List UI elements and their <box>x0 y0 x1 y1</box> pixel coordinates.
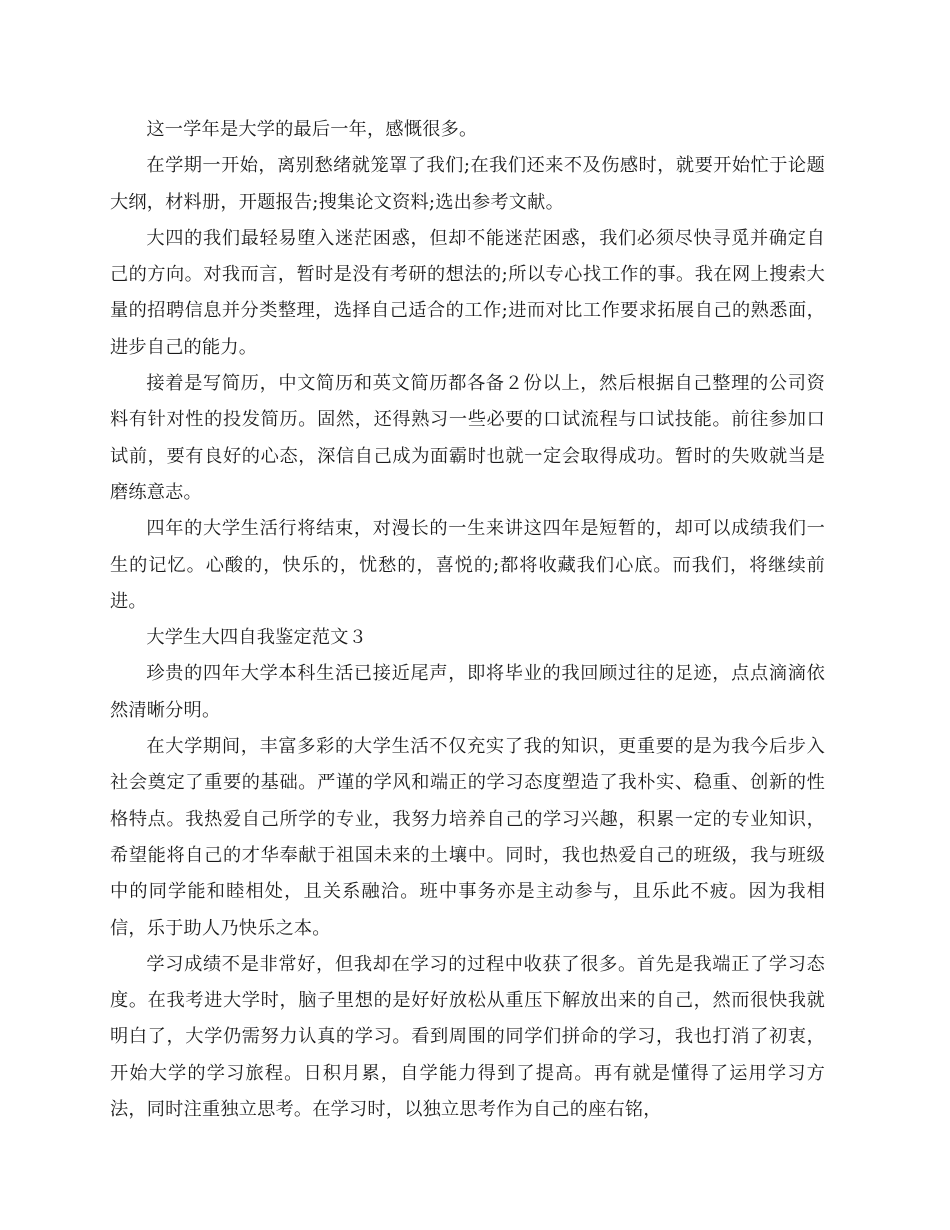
paragraph-four-years: 四年的大学生活行将结束，对漫长的一生来讲这四年是短暂的，却可以成绩我们一生的记忆。心酸的，快乐的，忧愁的，喜悦的;都将收藏我们心底。而我们，将继续前进。 <box>110 518 825 612</box>
paragraph-looking-back: 珍贵的四年大学本科生活已接近尾声，即将毕业的我回顾过往的足迹，点点滴滴依然清晰分明。 <box>110 663 825 721</box>
paragraph-direction: 大四的我们最轻易堕入迷茫困惑，但却不能迷茫困惑，我们必须尽快寻觅并确定自己的方向。对我而言，暂时是没有考研的想法的;所以专心找工作的事。我在网上搜索大量的招聘信息并分类整理，选择自己适合的工作;进而对比工作要求拓展自己的熟悉面，进步自己的能力。 <box>110 227 825 358</box>
paragraph-resume: 接着是写简历，中文简历和英文简历都各备２份以上，然后根据自己整理的公司资料有针对性的投发简历。固然，还得熟习一些必要的口试流程与口试技能。前往参加口试前，要有良好的心态，深信自己成为面霸时也就一定会取得成功。暂时的失败就当是磨练意志。 <box>110 373 825 503</box>
section-heading: 大学生大四自我鉴定范文３ <box>146 627 368 649</box>
paragraph-intro: 这一学年是大学的最后一年，感慨很多。 <box>146 119 478 140</box>
paragraph-university-life: 在大学期间，丰富多彩的大学生活不仅充实了我的知识，更重要的是为我今后步入社会奠定了重要的基础。严谨的学风和端正的学习态度塑造了我朴实、稳重、创新的性格特点。我热爱自己所学的专业，我努力培养自己的学习兴趣，积累一定的专业知识，希望能将自己的才华奉献于祖国未来的土壤中。同时，我也热爱自己的班级，我与班级中的同学能和睦相处，且关系融洽。班中事务亦是主动参与，且乐此不疲。因为我相信，乐于助人乃快乐之本。 <box>110 736 825 939</box>
paragraph-semester-start: 在学期一开始，离别愁绪就笼罩了我们;在我们还来不及伤感时，就要开始忙于论题大纲，材料册，开题报告;搜集论文资料;选出参考文献。 <box>110 155 825 213</box>
paragraph-study: 学习成绩不是非常好，但我却在学习的过程中收获了很多。首先是我端正了学习态度。在我考进大学时，脑子里想的是好好放松从重压下解放出来的自己，然而很快我就明白了，大学仍需努力认真的学习。看到周围的同学们拼命的学习，我也打消了初衷，开始大学的学习旅程。日积月累，自学能力得到了提高。再有就是懂得了运用学习方法，同时注重独立思考。在学习时，以独立思考作为自己的座右铭， <box>110 953 825 1121</box>
